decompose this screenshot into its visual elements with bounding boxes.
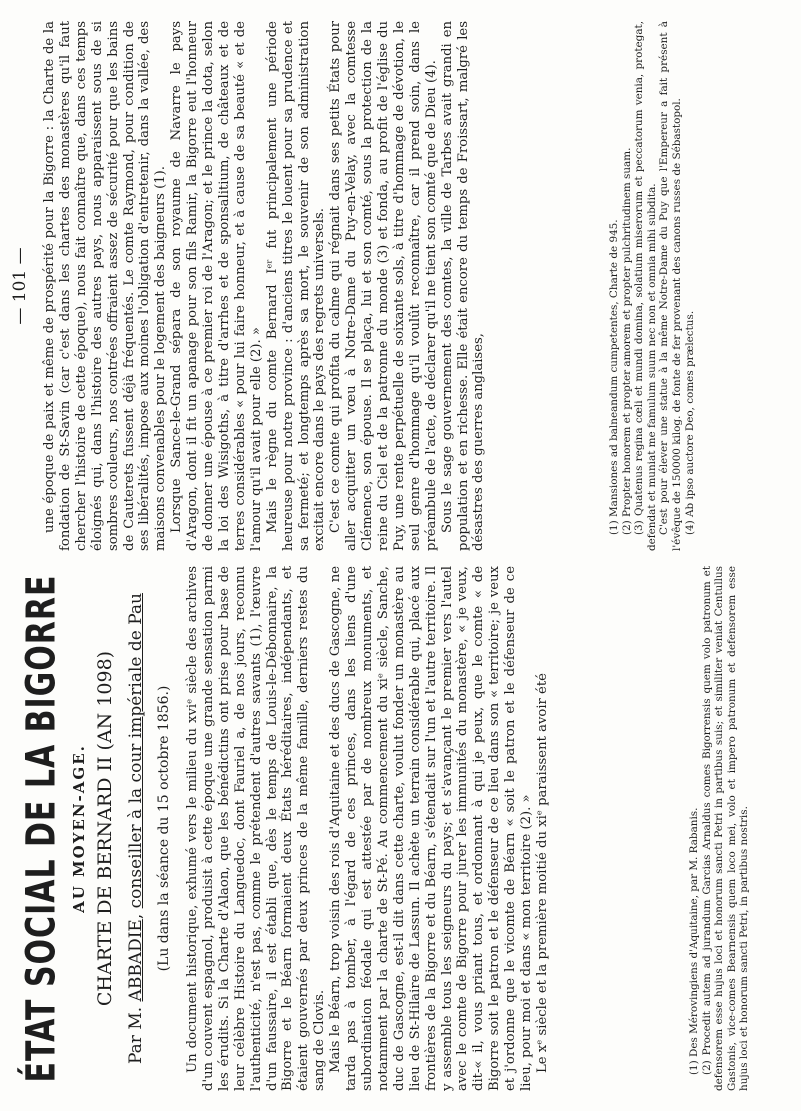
footnote: (3) Quatenus regina cœli et mundi domina, solatium miserorum et peccatorum venia, protegat, defendat et muniat me famulum suum nec non et omnia mihi subdita. <box>633 21 658 551</box>
paragraph: Un document historique, exhumé vers le milieu du xviᵉ siècle des archives d'un couvent espagnol, produisit à cette époque une grande sensation parmi les érudits. Si la Charte d'Alaon, que les bénédictins ont prise pour base de leur célèbre Histoire du Languedoc, dont Fauriel a, de nos jours, reconnu l'authenticité, n'est pas, comme le prétendent d'autres savants (1), l'œuvre d'un faussaire, il est établi que, dès le temps de Louis-le-Débonnaire, la Bigorre et le Béarn formaient deux États héréditaires, indépendants, et étaient gouvernés par deux princes de la même famille, derniers restes du sang de Clovis. <box>185 566 328 1091</box>
paragraph: Le xᵉ siècle et la première moitié du xiᵉ paraissent avoir été <box>534 673 550 1073</box>
footnote: C'est pour élever une statue à la même Notre-Dame du Puy que l'Empereur a fait présent à l'évêque de 150000 kilog. de fonte de fer provenant des canons russes de Sébastopol. <box>658 21 683 551</box>
paragraph: C'est ce comte qui profita du calme qui régnait dans ses petits États pour aller acquitter un vœu à Notre-Dame du Puy-en-Velay, avec la comtesse Clémence, son épouse. Il se plaça, lui et son comté, sous la protection de la reine du Ciel et de la patronne du monde (3) et fonda, au profit de l'église du Puy, une rente perpétuelle de soixante sols, à titre d'hommage de dévotion, le seul genre d'hommage qu'il voulût reconnaître, car il prend soin, dans le préambule de l'acte, de déclarer qu'il ne tient son comté que de Dieu (4). <box>328 21 439 551</box>
right-footnotes <box>608 21 696 551</box>
page-number: — 101 — <box>10 247 30 325</box>
paragraph: Sous le sage gouvernement des comtes, la ville de Tarbes avait grandi en population et en richesse. Elle était encore du temps de Froissart, malgré les désastres des guerres anglaises, <box>439 21 487 551</box>
author-prefix: Par M. <box>126 1001 146 1065</box>
footnote: (4) Ab ipso auctore Deo, comes prælectus. <box>683 310 696 535</box>
paragraph: Mais le Béarn, trop voisin des rois d'Aquitaine et des ducs de Gascogne, ne tarda pas à tomber, à l'égard de ces princes, dans les liens d'une subordination féodale qui est attestée par de nombreux monuments, et notamment par la charte de St-Pé. Au commencement du xiᵉ siècle, Sanche, duc de Gascogne, est-il dit dans cette charte, voulut fonder un monastère au lieu de St-Hilaire de Lassun. Il achète un terrain considérable qui, placé aux frontières de la Bigorre et du Béarn, s'étendait sur l'un et l'autre territoire. Il y assemble tous les seigneurs du pays; et s'avançant le premier vers l'autel avec le comte de Bigorre pour jurer les immunités du monastère, « je veux, dit-« il, vous priant tous, et ordonnant à qui je peux, que le comte « de Bigorre soit le patron et le défenseur de ce lieu dans son « territoire; je veux et j'ordonne que le vicomte de Béarn « soit le patron et le défenseur de ce lieu, pour moi et dans « mon territoire (2). » <box>328 566 535 1091</box>
left-column <box>0 566 801 1091</box>
paragraph: Lorsque Sance-le-Grand sépara de son royaume de Navarre le pays d'Aragon, dont il fit un apanage pour son fils Ramir, la Bigorre eut l'honneur de donner une épouse à ce premier roi de l'Aragon; et le prince la dota, selon la loi des Wisigoths, à titre d'arrhes et de sponsalitium, de châteaux et de terres considérables « pour lui faire honneur, et à cause de sa beauté « et de l'amour qu'il avait pour elle (2). » <box>169 21 264 551</box>
session-note: (Lu dans la séance du 15 octobre 1856.) <box>156 685 172 972</box>
left-footnotes <box>688 566 751 1091</box>
footnote: (1) Mansiones ad balneandum cumpetentes, Charte de 945. <box>608 219 620 535</box>
left-body-text <box>185 566 551 1091</box>
right-body-text <box>42 21 487 551</box>
author-separator: , <box>126 908 146 920</box>
charter-heading: CHARTE DE BERNARD II (AN 1098) <box>94 650 116 1007</box>
paragraph: Mais le règne du comte Bernard Iᵉʳ fut principalement une période heureuse pour notre province : d'anciens titres le louent pour sa prudence et sa fermeté; et longtemps après sa mort, le souvenir de son administration excitait encore dans le pays des regrets universels. <box>264 21 328 551</box>
footnote: (2) Procedit autem ad jurandum Garcias Arnaldus comes Bigorrensis quem volo patronum et defensorem esse hujus loci et honorum sancti Petri in partibus suis; et similiter veniat Centullus Gastonis, vice-comes Bearnensis quem loco mei, volo et impero patronum et defensorem esse hujus loci et honorum sancti Petri, in partibus nostris. <box>700 566 751 1091</box>
footnote: (2) Propter honorem et propter amorem et propter pulchritudinem suam. <box>620 147 633 535</box>
footnote: (1) Des Mérovingiens d'Aquitaine, par M. Rabanis. <box>688 807 700 1075</box>
author-name: ABBADIE <box>126 919 146 1002</box>
right-column <box>0 21 801 551</box>
author-role: conseiller à la cour impériale de Pau <box>126 592 146 909</box>
article-title: ÉTAT SOCIAL DE LA BIGORRE <box>18 574 66 1083</box>
article-subtitle: AU MOYEN-AGE. <box>70 744 88 913</box>
paragraph: une époque de paix et même de prospérité pour la Bigorre : la Charte de la fondation de St-Savin (car c'est dans les chartes des monastères qu'il faut chercher l'histoire de cette époque), nous fait connaître que, dans ces temps éloignés qui, dans l'histoire des autres pays, nous apparaissent sous de si sombres couleurs, nos contrées offraient assez de sécurité pour que les bains de Cauterets fussent déjà fréquentés. Le comte Raymond, pour condition de ses libéralités, impose aux moines l'obligation d'entretenir, dans la vallée, des maisons convenables pour le logement des baigneurs (1). <box>42 21 169 551</box>
author-line <box>126 566 146 1091</box>
